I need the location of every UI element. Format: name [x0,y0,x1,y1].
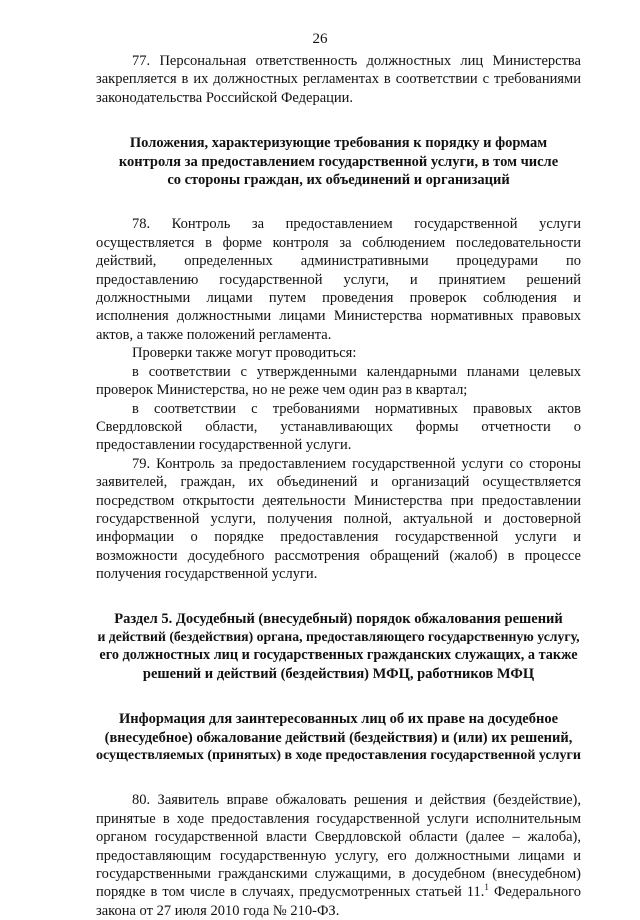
paragraph-78: 78. Контроль за предоставлением государственной услуги осуществляется в форме контроля за соблюдением последовательности действий, определенных административными процедурами по предоставлению государственной услуги, и принятием решений должностными лицами путем проведения проверок соблюдения и исполнения должностными лицами Министерства нормативных правовых актов, а также положений регламента. [96,216,581,343]
check-item-1: в соответствии с утвержденными календарными планами целевых проверок Министерства, но не реже чем один раз в квартал; [96,363,581,399]
heading-line: Информация для заинтересованных лиц об их праве на досудебное [118,711,559,728]
heading-line: его должностных лиц и государственных гражданских служащих, а также [99,647,578,664]
footnote-superscript: 1 [484,882,489,893]
page-number: 26 [312,31,328,47]
section-heading-control [96,134,581,189]
paragraph-80 [96,791,581,920]
heading-line: Положения, характеризующие требования к порядку и формам [129,135,548,152]
heading-line: решений и действий (бездействия) МФЦ, работников МФЦ [142,665,535,682]
heading-line: со стороны граждан, их объединений и организаций [167,172,510,189]
paragraph-79: 79. Контроль за предоставлением государственной услуги со стороны заявителей, граждан, их объединений и организаций осуществляется посредством открытости деятельности Министерства при предоставлении государственной услуги, получения полной, актуальной и достоверной информации о порядке предоставления государственной услуги и возможности досудебного рассмотрения обращений (жалоб) в процессе получения государственной услуги. [96,455,581,583]
heading-line: осуществляемых (принятых) в ходе предоставления государственной услуги [96,748,581,763]
paragraph-77: 77. Персональная ответственность должностных лиц Министерства закрепляется в их должностных регламентах в соответствии с требованиями законодательства Российской Федерации. [96,53,581,106]
paragraph-80-tail: Федерального закона от 27 июля 2010 года № 210-ФЗ. [96,884,581,919]
appeal-info-heading [96,710,581,765]
heading-line: Раздел 5. Досудебный (внесудебный) порядок обжалования решений [114,610,563,627]
checks-intro: Проверки также могут проводиться: [132,345,357,362]
paragraph-80-text: 80. Заявитель вправе обжаловать решения и действия (бездействие), принятые в ходе предоставления государственной услуги исполнительным органом государственной власти Свердловской области (далее – жалоба), предоставляющим государственную услугу, его должностными лицами и государственными гражданскими служащими, в досудебном (внесудебном) порядке в том числе в случаях, предусмотренных статьей 11. [96,792,581,901]
heading-line: и действий (бездействия) органа, предоставляющего государственную услугу, [97,628,580,644]
heading-line: контроля за предоставлением государственной услуги, в том числе [118,153,559,170]
check-item-2: в соответствии с требованиями нормативных правовых актов Свердловской области, устанавливающих формы отчетности о предоставлении государственной услуги. [96,400,581,454]
heading-line: (внесудебное) обжалование действий (бездействия) и (или) их решений, [104,729,573,746]
section-5-heading [96,610,581,684]
document-body [96,52,581,920]
